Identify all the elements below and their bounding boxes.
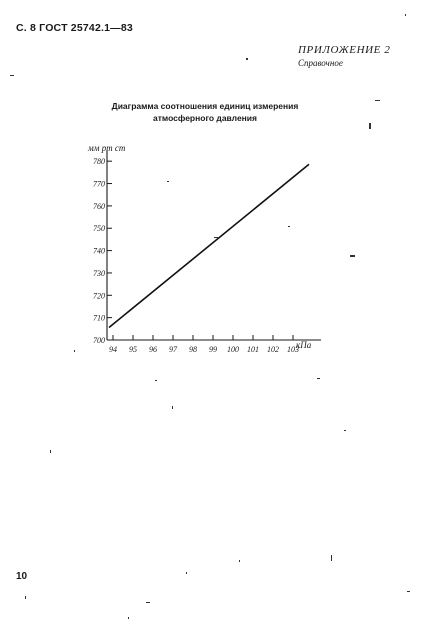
scan-speck xyxy=(172,406,173,409)
scan-speck xyxy=(146,602,150,603)
scan-speck xyxy=(246,58,248,60)
chart-series xyxy=(109,164,309,327)
x-axis-label: кПа xyxy=(296,340,312,350)
x-tick-label-97: 97 xyxy=(169,345,177,354)
x-tick-label-100: 100 xyxy=(227,345,239,354)
y-tick-label-700: 700 xyxy=(93,336,105,345)
series-line-0 xyxy=(109,164,309,327)
scan-speck xyxy=(407,591,410,592)
scan-speck xyxy=(331,555,332,561)
y-tick-label-750: 750 xyxy=(93,224,105,234)
x-tick-label-94: 94 xyxy=(109,345,117,354)
scan-speck xyxy=(405,14,406,16)
scan-speck xyxy=(167,181,169,182)
scan-speck xyxy=(186,572,187,574)
y-tick-label-710: 710 xyxy=(93,313,105,323)
y-tick-label-720: 720 xyxy=(93,291,105,301)
x-tick-label-96: 96 xyxy=(149,345,157,354)
scan-speck xyxy=(25,596,26,599)
scan-speck xyxy=(239,560,240,562)
scan-speck xyxy=(10,75,14,76)
scan-speck xyxy=(350,255,355,257)
y-tick-label-730: 730 xyxy=(93,268,105,278)
scan-speck xyxy=(128,617,129,619)
y-tick-label-780: 780 xyxy=(93,157,105,167)
x-tick-label-102: 102 xyxy=(267,345,279,354)
x-tick-label-103: 103 xyxy=(287,345,299,354)
appendix-type: Справочное xyxy=(298,58,343,68)
scan-speck xyxy=(50,450,51,453)
x-tick-label-98: 98 xyxy=(189,345,197,354)
chart-title: Диаграмма соотношения единиц измерения xyxy=(111,101,299,111)
scan-speck xyxy=(344,430,346,431)
y-tick-label-770: 770 xyxy=(93,179,105,189)
x-tick-label-101: 101 xyxy=(247,345,259,354)
y-tick-label-740: 740 xyxy=(93,246,105,256)
scan-speck xyxy=(214,237,218,238)
chart-subtitle: атмосферного давления xyxy=(153,113,257,123)
chart-axes xyxy=(107,150,321,340)
x-tick-label-99: 99 xyxy=(209,345,217,354)
scan-speck xyxy=(74,350,75,352)
scan-speck xyxy=(375,100,380,101)
scan-speck xyxy=(288,226,290,227)
page-number: 10 xyxy=(16,571,28,582)
appendix-label: ПРИЛОЖЕНИЕ 2 xyxy=(298,44,391,56)
x-tick-label-95: 95 xyxy=(129,345,137,354)
y-tick-label-760: 760 xyxy=(93,201,105,211)
y-axis-label: мм рт ст xyxy=(88,143,126,153)
page-reference: С. 8 ГОСТ 25742.1—83 xyxy=(16,22,133,34)
scan-speck xyxy=(369,123,371,129)
scan-speck xyxy=(155,380,157,381)
scan-speck xyxy=(317,378,320,379)
